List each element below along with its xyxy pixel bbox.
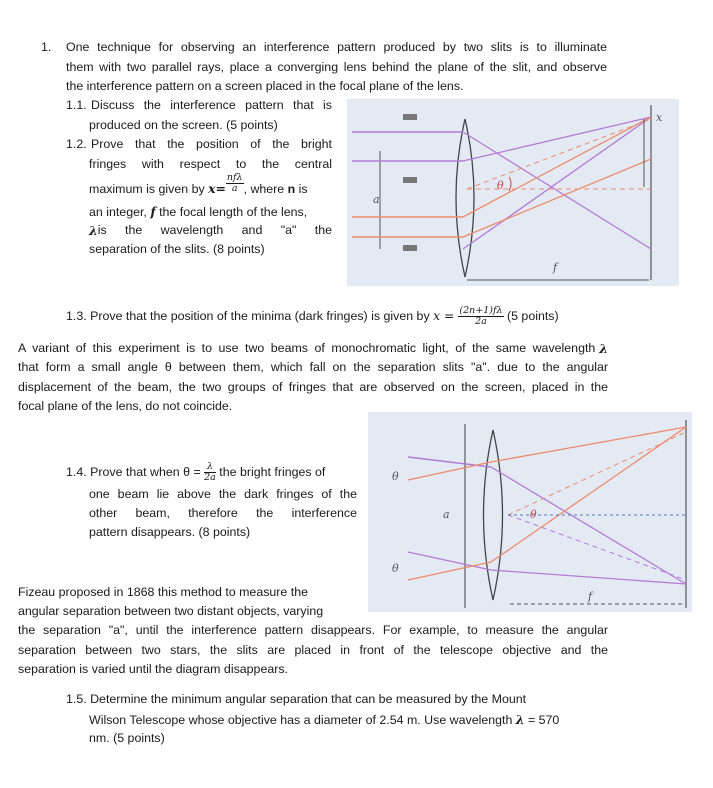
q12-line-1: Prove that the position of the bright (91, 137, 332, 151)
q12-line-3 (89, 172, 308, 199)
q15-line-3: nm. (5 points) (89, 731, 165, 745)
q1-intro-line-1: One technique for observing an interference pattern produced by two slits is to illuminate (66, 40, 607, 54)
variant-line-3: displacement of the beam, the two groups of fringes that are observed on the screen, placed in the (18, 380, 608, 394)
fig2-lens (484, 430, 503, 600)
q13-x-var: x = (433, 308, 455, 323)
q15-line-1: 1.5. Determine the minimum angular separation that can be measured by the Mount (66, 692, 527, 706)
q12-line-4-post: the focal length of the lens, (155, 205, 308, 219)
q14-line-3: other beam, therefore the interference (89, 506, 357, 520)
q13-pre: 1.3. Prove that the position of the minima (dark fringes) is given by (66, 309, 434, 323)
fig1-label-theta: θ (497, 179, 504, 192)
fig1-theta-arc (509, 177, 511, 191)
q12-line-3-post: , where (243, 182, 288, 196)
fizeau-line-5: separation is varied until the diagram disappears. (18, 662, 288, 676)
q11-line-1: Discuss the interference pattern that is (91, 98, 332, 112)
q15-line-2-post: = 570 (524, 713, 560, 727)
q12-line-3-pre: maximum is given by (89, 182, 209, 196)
variant-line-1 (18, 339, 608, 358)
q12-frac-num: nfλ (226, 172, 243, 184)
fig2-ray-purple-3 (491, 467, 686, 584)
q13-frac-den: 2a (475, 316, 487, 328)
q12-frac-den: a (231, 183, 238, 195)
fig1-ray-red-3 (463, 117, 651, 217)
fig2-label-theta-3: θ (530, 508, 537, 521)
q14-frac-den: 2a (204, 472, 216, 483)
fig2-ray-purple-1 (408, 457, 491, 467)
q13-post: (5 points) (503, 309, 559, 323)
fig2-label-f: f (588, 590, 593, 603)
fig2-ray-purple-2 (408, 552, 491, 570)
fig1-label-f: f (553, 261, 558, 274)
q12-lambda-var: λ (89, 223, 98, 238)
q12-n-var: n (287, 182, 296, 196)
fig2-label-a: a (443, 508, 450, 521)
q14-line-1 (66, 462, 325, 483)
figure-2 (368, 412, 692, 612)
q14-fraction (204, 462, 216, 483)
fizeau-line-4: separation between two stars, the slits are placed in front of the telescope objective and the (18, 643, 608, 657)
q12-line-5 (89, 221, 332, 240)
fig1-ray-red-4 (463, 159, 651, 237)
fig2-label-theta-1: θ (392, 470, 399, 483)
variant-lambda: λ (599, 341, 608, 356)
q12-number: 1.2. (66, 137, 87, 151)
fig2-ray-purple-4 (491, 570, 686, 584)
q15-line-2 (89, 710, 559, 730)
fig1-ray-purple-5 (463, 117, 651, 249)
q15-lambda: λ (515, 712, 525, 727)
q12-line-3-end: is (295, 182, 308, 196)
fig2-dashed-purple (508, 515, 686, 580)
q12-line-4 (89, 202, 307, 222)
q14-line-2: one beam lie above the dark fringes of the (89, 487, 357, 501)
variant-line-4: focal plane of the lens, do not coincide. (18, 399, 233, 413)
q1-intro-line-3: the interference pattern on a screen placed in the focal plane of the lens. (66, 79, 464, 93)
q1-intro-line-2: them with two parallel rays, place a converging lens behind the plane of the slit, and observe (66, 60, 607, 74)
variant-line-1-text: A variant of this experiment is to use two beams of monochromatic light, of the same wavelength (18, 341, 596, 355)
q12-line-4-pre: an integer, (89, 205, 151, 219)
q14-frac-num: λ (204, 462, 216, 473)
q12-line-2: fringes with respect to the central (89, 157, 332, 171)
q15-line-2-pre: Wilson Telescope whose objective has a diameter of 2.54 m. Use wavelength (89, 713, 516, 727)
variant-line-2: that form a small angle θ between them, which fall on the separation slits "a". due to the angular (18, 360, 608, 374)
fig1-ray-purple-4 (463, 117, 651, 161)
fizeau-line-3: the separation "a", until the interference pattern disappears. For example, to measure the angular (18, 623, 608, 637)
fig1-slit-mid (403, 177, 417, 183)
q14-line-4: pattern disappears. (8 points) (89, 525, 251, 539)
q11-line-2: produced on the screen. (5 points) (89, 118, 278, 132)
fig1-ray-purple-3 (463, 132, 651, 249)
q14-pre: 1.4. Prove that when θ = (66, 464, 205, 479)
q11-number: 1.1. (66, 98, 87, 112)
fig2-label-theta-2: θ (392, 562, 399, 575)
q14-post: the bright fringes of (215, 464, 326, 479)
fig1-label-x: x (656, 111, 663, 124)
q12-line-5-post: is the wavelength and "a" the (97, 223, 332, 237)
fizeau-line-2: angular separation between two distant objects, varying (18, 604, 324, 618)
figure-1 (347, 99, 679, 286)
fig1-slit-bottom (403, 245, 417, 251)
fig2-ray-red-1 (408, 462, 491, 480)
q12-x-var: x= (208, 181, 226, 196)
q13-frac-num: (2n+1)fλ (459, 305, 503, 317)
q12-f-var: f (150, 204, 156, 219)
fizeau-line-1: Fizeau proposed in 1868 this method to measure the (18, 585, 308, 599)
fig1-lens (456, 119, 474, 277)
fig2-ray-red-2 (408, 562, 491, 580)
fig2-ray-red-3 (491, 427, 686, 462)
q13-fraction (458, 306, 503, 327)
q13-line (66, 306, 559, 327)
q12-fraction (226, 173, 244, 194)
fig2-ray-red-4 (491, 427, 686, 562)
fig1-slit-top (403, 114, 417, 120)
fig2-dashed-red (508, 432, 686, 515)
fig1-label-a: a (373, 193, 380, 206)
q1-number: 1. (41, 40, 52, 54)
q12-line-6: separation of the slits. (8 points) (89, 242, 265, 256)
